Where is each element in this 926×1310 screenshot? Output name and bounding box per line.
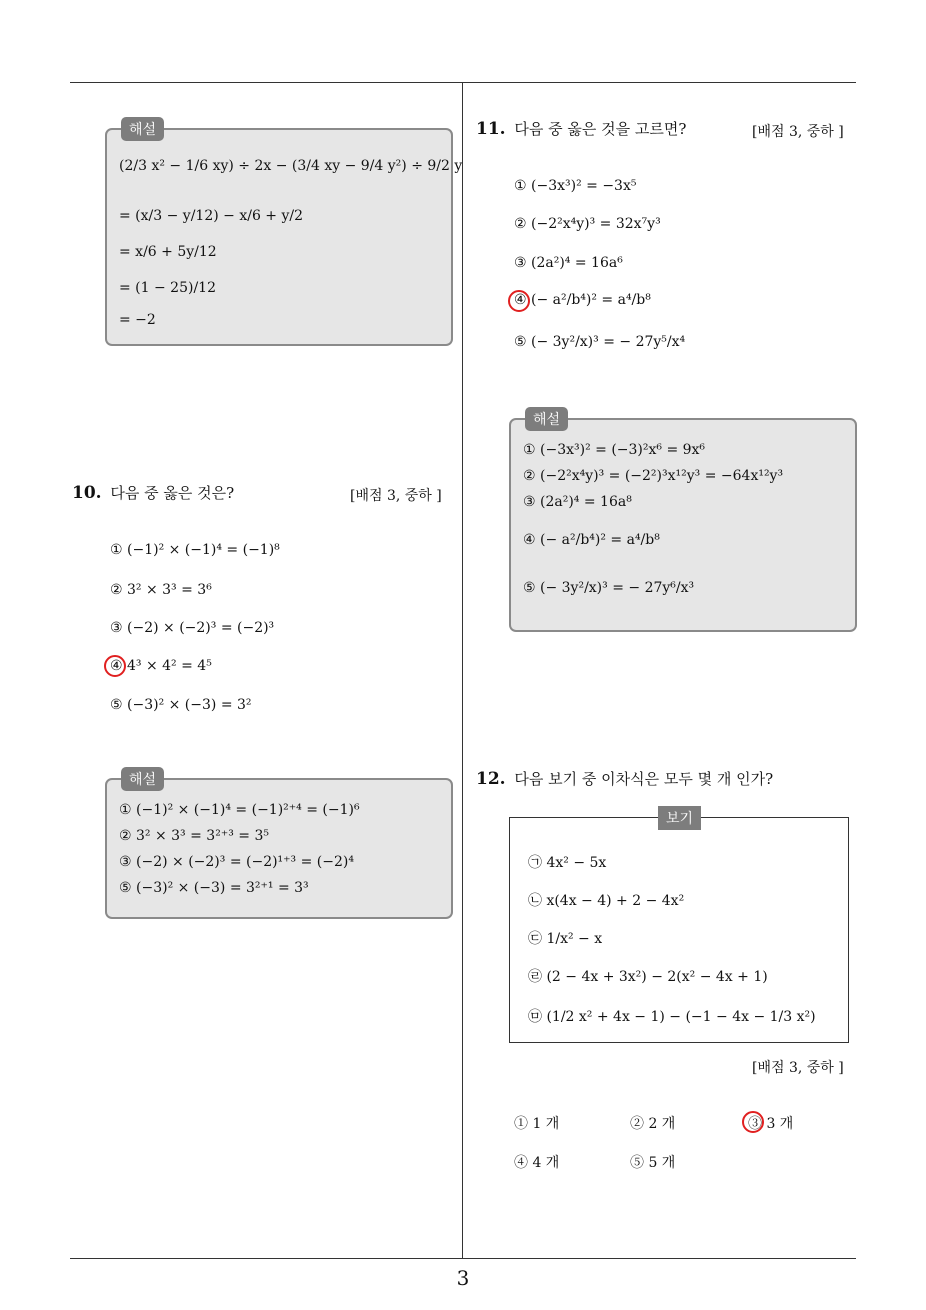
bogi-tag: 보기 (658, 806, 701, 830)
question-11-score: [배점 3, 중하 ] (752, 124, 844, 140)
bogi-item: ㉤ (1/2 x² + 4x − 1) − (−1 − 4x − 1/3 x²) (528, 1009, 816, 1025)
q11-choice-1[interactable]: ① (−3x³)² = −3x⁵ (514, 178, 637, 194)
question-number: 11. (476, 119, 506, 139)
page-number: 3 (456, 1266, 470, 1290)
question-text: 다음 보기 중 이차식은 모두 몇 개 인가? (514, 770, 774, 788)
question-12-heading (476, 768, 773, 789)
answer-mark-circle (742, 1111, 764, 1133)
solution-tag: 해설 (121, 117, 164, 141)
q11-choice-5[interactable]: ⑤ (− 3y²/x)³ = − 27y⁵/x⁴ (514, 334, 686, 350)
solution-line: = (x/3 − y/12) − x/6 + y/2 (119, 208, 304, 224)
solution-tag: 해설 (525, 407, 568, 431)
bogi-item: ㉠ 4x² − 5x (528, 855, 607, 871)
solution-line: (2/3 x² − 1/6 xy) ÷ 2x − (3/4 xy − 9/4 y²) ÷ 9/2 y (119, 158, 463, 174)
answer-mark-circle (104, 655, 126, 677)
question-text: 다음 중 옳은 것은? (110, 484, 235, 502)
q10-choice-2[interactable]: ② 3² × 3³ = 3⁶ (110, 582, 212, 598)
bogi-item: ㉡ x(4x − 4) + 2 − 4x² (528, 893, 685, 909)
q11-choice-2[interactable]: ② (−2²x⁴y)³ = 32x⁷y³ (514, 216, 661, 232)
q12-choice-3[interactable]: ③ 3 개 (748, 1116, 794, 1132)
question-10-score: [배점 3, 중하 ] (350, 488, 442, 504)
q12-choice-4[interactable]: ④ 4 개 (514, 1155, 560, 1171)
solution-line: = −2 (119, 312, 156, 328)
question-text: 다음 중 옳은 것을 고르면? (514, 120, 687, 138)
solution-line: ① (−3x³)² = (−3)²x⁶ = 9x⁶ (523, 442, 706, 458)
top-rule (70, 82, 856, 83)
column-divider (462, 83, 463, 1259)
q11-choice-3[interactable]: ③ (2a²)⁴ = 16a⁶ (514, 255, 623, 271)
solution-line: ④ (− a²/b⁴)² = a⁴/b⁸ (523, 532, 660, 548)
bogi-box (509, 811, 849, 1043)
question-12-score: [배점 3, 중하 ] (752, 1060, 844, 1076)
solution-line: = x/6 + 5y/12 (119, 244, 217, 260)
solution-box-q10 (105, 772, 453, 919)
solution-line: ② (−2²x⁴y)³ = (−2²)³x¹²y³ = −64x¹²y³ (523, 468, 784, 484)
question-11-heading (476, 118, 686, 139)
solution-line: ⑤ (− 3y²/x)³ = − 27y⁶/x³ (523, 580, 695, 596)
bogi-item: ㉣ (2 − 4x + 3x²) − 2(x² − 4x + 1) (528, 969, 768, 985)
q10-choice-3[interactable]: ③ (−2) × (−2)³ = (−2)³ (110, 620, 275, 636)
solution-box-q11 (509, 412, 857, 632)
solution-line: ③ (−2) × (−2)³ = (−2)¹⁺³ = (−2)⁴ (119, 854, 354, 870)
solution-tag: 해설 (121, 767, 164, 791)
solution-line: = (1 − 25)/12 (119, 280, 216, 296)
solution-line: ① (−1)² × (−1)⁴ = (−1)²⁺⁴ = (−1)⁶ (119, 802, 360, 818)
solution-line: ⑤ (−3)² × (−3) = 3²⁺¹ = 3³ (119, 880, 309, 896)
question-10-heading (72, 482, 234, 503)
solution-box-prev (105, 122, 463, 346)
q10-choice-5[interactable]: ⑤ (−3)² × (−3) = 3² (110, 697, 252, 713)
q10-choice-1[interactable]: ① (−1)² × (−1)⁴ = (−1)⁸ (110, 542, 280, 558)
bogi-item: ㉢ 1/x² − x (528, 931, 603, 947)
q11-choice-4[interactable]: ④ (− a²/b⁴)² = a⁴/b⁸ (514, 292, 651, 308)
q12-choice-2[interactable]: ② 2 개 (630, 1116, 676, 1132)
solution-line: ② 3² × 3³ = 3²⁺³ = 3⁵ (119, 828, 269, 844)
solution-line: ③ (2a²)⁴ = 16a⁸ (523, 494, 632, 510)
q12-choice-1[interactable]: ① 1 개 (514, 1116, 560, 1132)
question-number: 12. (476, 769, 506, 789)
bottom-rule (70, 1258, 856, 1259)
answer-mark-circle (508, 290, 530, 312)
q10-choice-4[interactable]: ④ 4³ × 4² = 4⁵ (110, 658, 212, 674)
q12-choice-5[interactable]: ⑤ 5 개 (630, 1155, 676, 1171)
question-number: 10. (72, 483, 102, 503)
